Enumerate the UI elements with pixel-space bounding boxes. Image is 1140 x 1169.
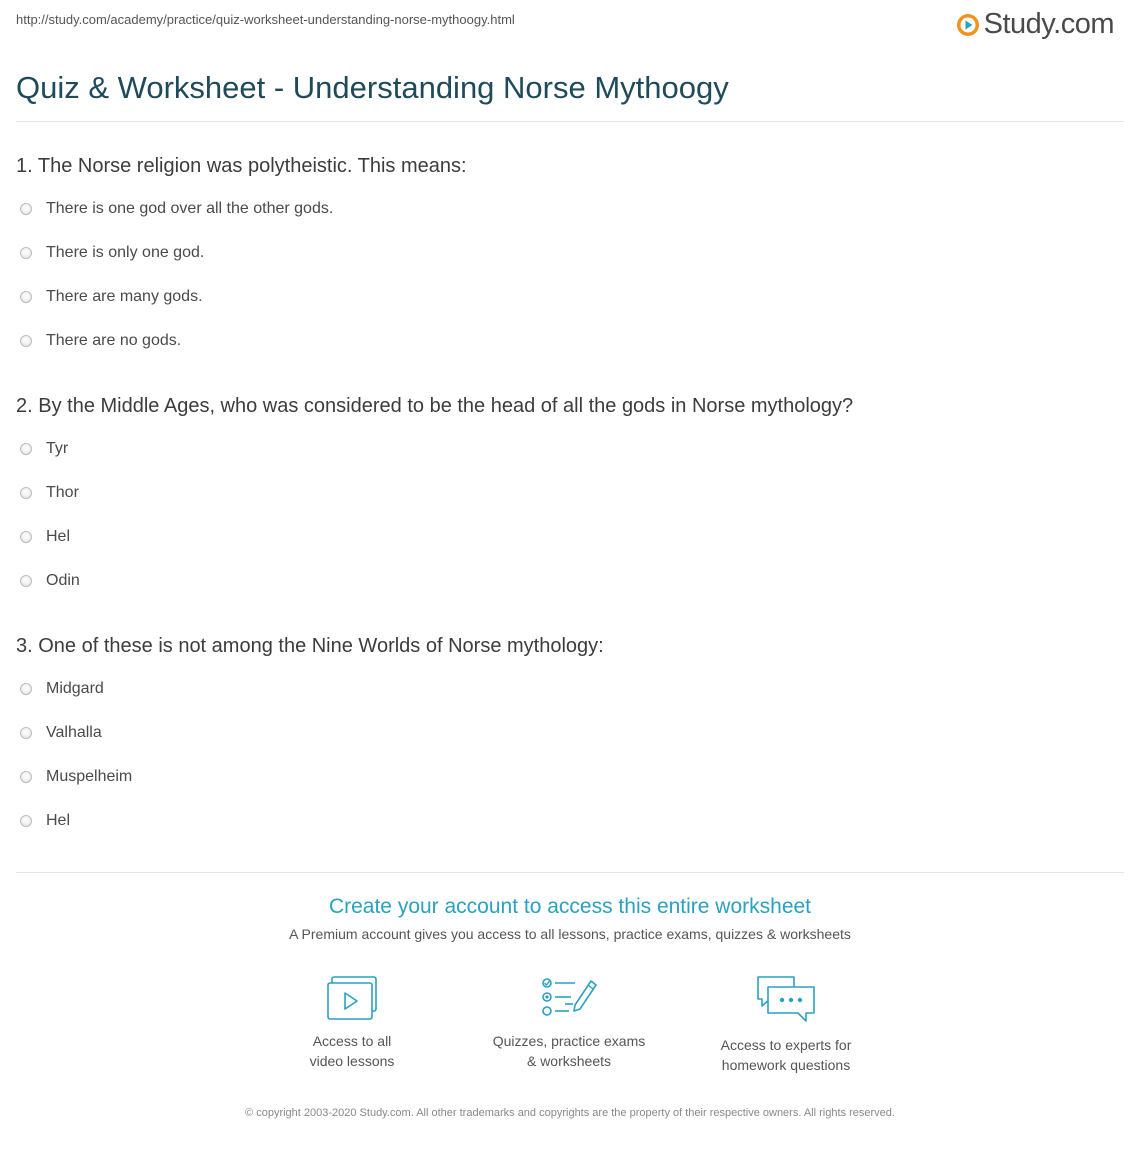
question-3: 3. One of these is not among the Nine Worlds of Norse mythology: (16, 635, 604, 657)
feature-video-lessons (252, 975, 452, 1071)
option-label: Hel (46, 812, 71, 829)
study-logo[interactable] (956, 8, 1114, 41)
feature-label-line1: Quizzes, practice exams (492, 1033, 646, 1049)
radio-button[interactable] (20, 771, 32, 783)
q3-option-3[interactable] (20, 768, 132, 786)
feature-label-line1: Access to experts for (720, 1037, 852, 1053)
copyright-notice: © copyright 2003-2020 Study.com. All other trademarks and copyrights are the property of their respective owners. All rights reserved. (245, 1107, 895, 1119)
quiz-checklist-icon (541, 975, 597, 1021)
feature-label-line2: homework questions (721, 1057, 851, 1073)
chat-bubbles-icon (754, 975, 818, 1025)
create-account-link[interactable]: Create your account to access this entire worksheet (328, 895, 812, 918)
q1-option-4[interactable] (20, 332, 181, 350)
feature-label-line1: Access to all (312, 1033, 392, 1049)
feature-quizzes (469, 975, 669, 1071)
video-lessons-icon (326, 975, 378, 1021)
radio-button[interactable] (20, 815, 32, 827)
q1-option-2[interactable] (20, 244, 204, 262)
top-bar (0, 0, 1140, 50)
question-2: 2. By the Middle Ages, who was considered to be the head of all the gods in Norse mythology? (16, 395, 854, 417)
option-label: Tyr (46, 440, 69, 457)
q2-option-2[interactable] (20, 484, 79, 502)
radio-button[interactable] (20, 203, 32, 215)
q3-option-4[interactable] (20, 812, 70, 830)
radio-button[interactable] (20, 487, 32, 499)
question-1: 1. The Norse religion was polytheistic. This means: (16, 155, 467, 177)
option-label: Thor (46, 484, 79, 501)
play-circle-logo-icon (956, 13, 980, 37)
q2-option-4[interactable] (20, 572, 80, 590)
q2-option-1[interactable] (20, 440, 68, 458)
q3-option-2[interactable] (20, 724, 102, 742)
option-label: Valhalla (46, 724, 102, 741)
feature-experts (686, 975, 886, 1075)
page-url: http://study.com/academy/practice/quiz-worksheet-understanding-norse-mythoogy.html (16, 12, 515, 27)
logo-text: Study.com (983, 8, 1114, 40)
feature-label-line2: video lessons (309, 1053, 395, 1069)
q1-option-3[interactable] (20, 288, 203, 306)
q1-option-1[interactable] (20, 200, 333, 218)
option-label: Odin (46, 572, 80, 589)
option-label: There is one god over all the other gods. (46, 200, 334, 217)
option-label: There is only one god. (46, 244, 205, 261)
option-label: There are many gods. (46, 288, 203, 305)
cta-subtitle: A Premium account gives you access to all lessons, practice exams, quizzes & worksheets (289, 926, 851, 942)
option-label: Hel (46, 528, 71, 545)
option-label: Midgard (46, 680, 104, 697)
option-label: Muspelheim (46, 768, 133, 785)
cta-divider (16, 872, 1124, 873)
radio-button[interactable] (20, 247, 32, 259)
q3-option-1[interactable] (20, 680, 104, 698)
radio-button[interactable] (20, 683, 32, 695)
radio-button[interactable] (20, 575, 32, 587)
radio-button[interactable] (20, 727, 32, 739)
radio-button[interactable] (20, 531, 32, 543)
title-divider (16, 121, 1124, 122)
radio-button[interactable] (20, 291, 32, 303)
radio-button[interactable] (20, 443, 32, 455)
feature-label-line2: & worksheets (526, 1053, 612, 1069)
option-label: There are no gods. (46, 332, 182, 349)
radio-button[interactable] (20, 335, 32, 347)
page-title: Quiz & Worksheet - Understanding Norse Mythoogy (16, 70, 729, 105)
q2-option-3[interactable] (20, 528, 70, 546)
